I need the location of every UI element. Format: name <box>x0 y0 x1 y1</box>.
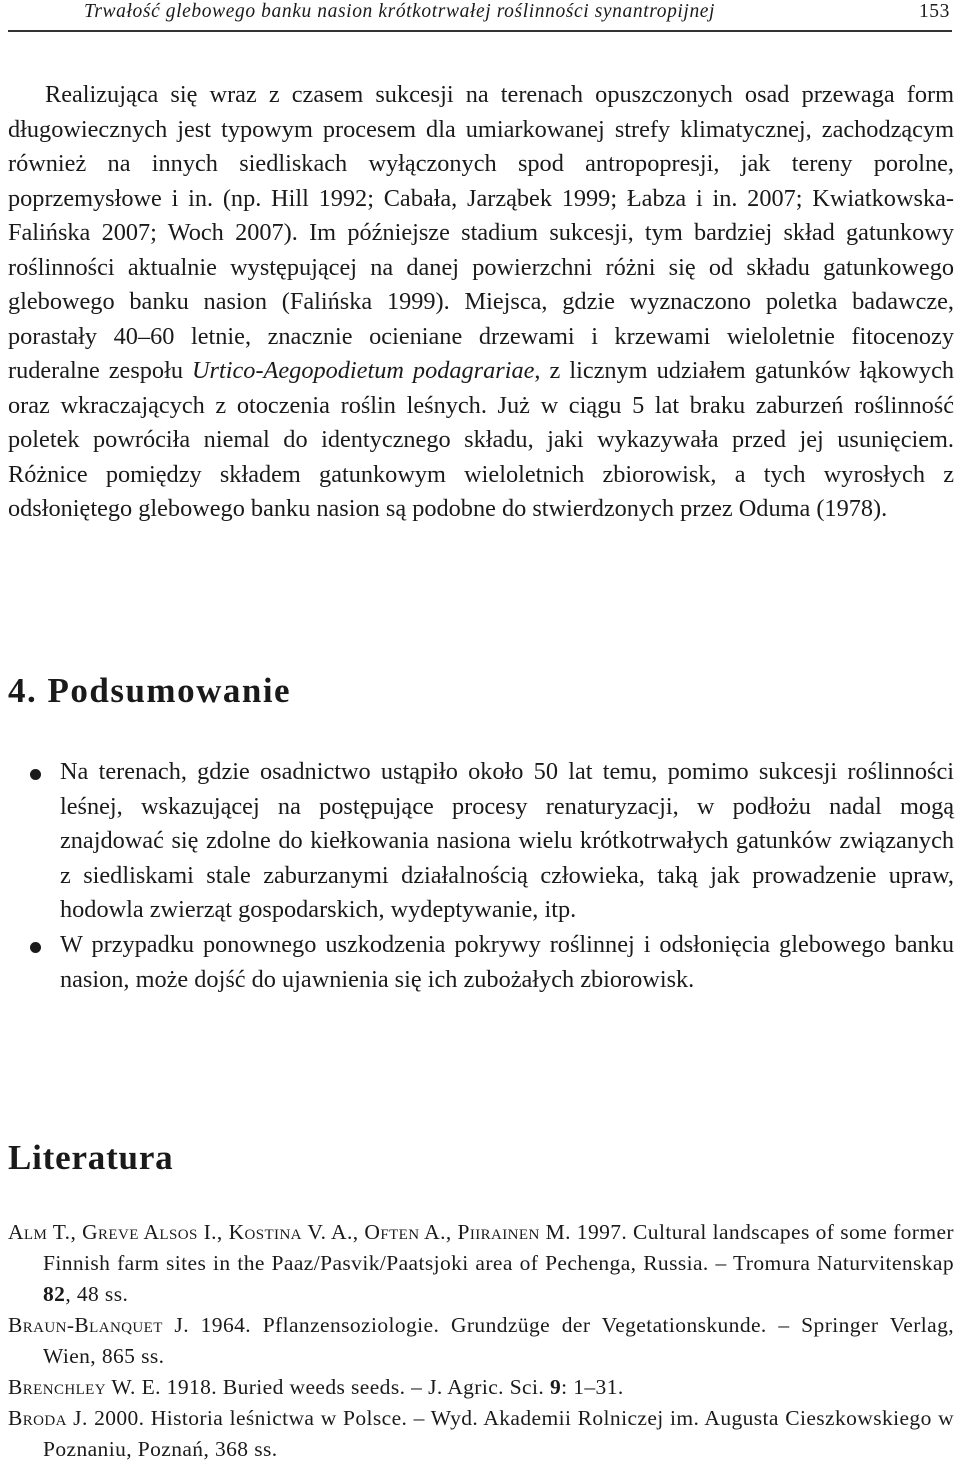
reference-authors: Brenchley W. E. <box>8 1375 161 1399</box>
reference-authors: Alm T., Greve Alsos I., Kostina V. A., Often A., Piirainen M. <box>8 1220 571 1244</box>
paragraph-text-2: , z licznym udziałem gatunków łąkowych oraz wkraczających z otoczenia roślin leśnych. Już w ciągu 5 lat braku zaburzeń roślinność poletek powróciła niemal do identycznego składu, jaki wykazywała przed jej usunięciem. Różnice pomiędzy składem gatunkowym wieloletnich zbiorowisk, a tych wyrosłych z odsłoniętego glebowego banku nasion są podobne do stwierdzonych przez Oduma (1978). <box>8 357 954 522</box>
reference-item <box>8 1403 954 1465</box>
literature-heading: Literatura <box>8 1138 174 1177</box>
body-paragraph <box>8 78 954 527</box>
summary-list <box>8 755 954 997</box>
reference-item <box>8 1372 954 1403</box>
summary-item <box>8 928 954 997</box>
reference-text: 2000. Historia leśnictwa w Polsce. – Wyd. Akademii Rolniczej im. Augusta Cieszkowskiego w Poznaniu, Poznań, 368 ss. <box>43 1406 954 1461</box>
reference-item <box>8 1217 954 1310</box>
species-name: Urtico-Aegopodietum podagrariae <box>192 357 535 384</box>
bullet-icon <box>30 769 41 780</box>
paragraph-text-1: Realizująca się wraz z czasem sukcesji na terenach opuszczonych osad przewaga form długowiecznych jest typowym procesem dla umiarkowanej strefy klimatycznej, zachodzącym również na innych siedliskach wyłączonych spod antropopresji, jak tereny porolne, poprzemysłowe i in. (np. Hill 1992; Cabała, Jarząbek 1999; Łabza i in. 2007; Kwiatkowska-Falińska 2007; Woch 2007). Im późniejsze stadium sukcesji, tym bardziej skład gatunkowy roślinności aktualnie występującej na danej powierzchni różni się od składu gatunkowego glebowego banku nasion (Falińska 1999). Miejsca, gdzie wyznaczono poletka badawcze, porastały 40–60 letnie, znacznie ocieniane drzewami i krzewami wieloletnie fitocenozy ruderalne zespołu <box>8 81 954 384</box>
running-header <box>8 0 952 32</box>
summary-item-text: W przypadku ponownego uszkodzenia pokrywy roślinnej i odsłonięcia glebowego banku nasion, może dojść do ujawnienia się ich zubożałych zbiorowisk. <box>60 930 954 993</box>
running-title: Trwałość glebowego banku nasion krótkotrwałej roślinności synantropijnej <box>84 1 716 22</box>
reference-pages: : 1–31. <box>561 1375 624 1399</box>
reference-pages: , 48 ss. <box>65 1282 129 1306</box>
summary-item-text: Na terenach, gdzie osadnictwo ustąpiło około 50 lat temu, pomimo sukcesji roślinności leśnej, wskazującej na postępujące procesy renaturyzacji, w podłożu nadal mogą znajdować się zdolne do kiełkowania nasiona wielu krótkotrwałych gatunków związanych z siedliskami stale zaburzanymi działalnością człowieka, taką jak prowadzenie upraw, hodowla zwierząt gospodarskich, wydeptywanie, itp. <box>60 758 954 924</box>
reference-volume: 82 <box>43 1282 66 1306</box>
reference-authors: Braun-Blanquet J. <box>8 1313 189 1337</box>
page-number: 153 <box>918 1 950 22</box>
reference-item <box>8 1310 954 1372</box>
reference-list <box>8 1217 954 1465</box>
section-heading: 4. Podsumowanie <box>8 671 292 710</box>
summary-item <box>8 755 954 928</box>
reference-text: 1918. Buried weeds seeds. – J. Agric. Sci. <box>160 1375 550 1399</box>
reference-authors: Broda J. <box>8 1406 88 1430</box>
reference-text: 1964. Pflanzensoziologie. Grundzüge der Vegetationskunde. – Springer Verlag, Wien, 865 ss. <box>43 1313 954 1368</box>
bullet-icon <box>30 942 41 953</box>
reference-text: 1997. Cultural landscapes of some former Finnish farm sites in the Paaz/Pasvik/Paatsjoki area of Pechenga, Russia. – Tromura Naturvitenskap <box>43 1220 954 1275</box>
reference-volume: 9 <box>549 1375 562 1399</box>
